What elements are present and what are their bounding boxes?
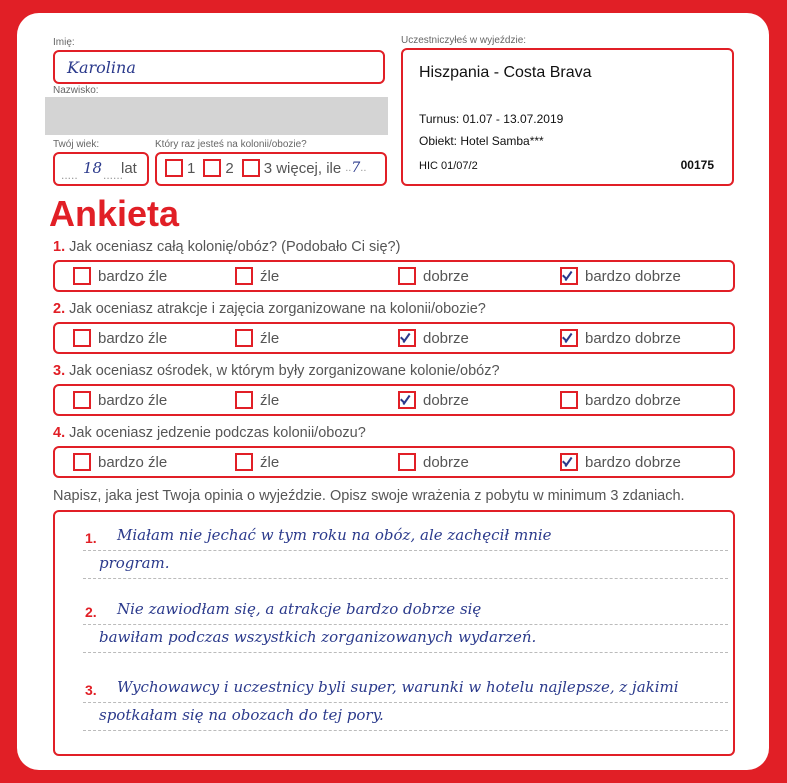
checkbox[interactable] bbox=[235, 453, 253, 471]
checkbox[interactable] bbox=[398, 453, 416, 471]
checkbox[interactable] bbox=[73, 391, 91, 409]
essay-entry-number: 2. bbox=[85, 604, 97, 620]
option-3-2[interactable] bbox=[235, 386, 279, 414]
times-checkbox-1[interactable] bbox=[165, 159, 183, 177]
question-number: 4. bbox=[53, 425, 66, 441]
option-2-4[interactable] bbox=[560, 324, 681, 352]
option-label: dobrze bbox=[423, 391, 469, 409]
essay-handwritten-line: spotkałam się na obozach do tej pory. bbox=[99, 706, 384, 724]
option-label: bardzo źle bbox=[98, 329, 168, 347]
question-label: Jak oceniasz ośrodek, w którym były zorganizowane kolonie/obóz? bbox=[69, 363, 500, 379]
question-number: 2. bbox=[53, 301, 66, 317]
checkbox[interactable] bbox=[73, 453, 91, 471]
essay-box[interactable] bbox=[53, 510, 735, 756]
essay-handwritten-line: Nie zawiodłam się, a atrakcje bardzo dobrze się bbox=[117, 600, 482, 618]
age-label: Twój wiek: bbox=[53, 139, 100, 150]
question-3-text bbox=[53, 363, 500, 379]
option-3-4[interactable] bbox=[560, 386, 681, 414]
option-1-3[interactable] bbox=[398, 262, 469, 290]
checkbox[interactable] bbox=[398, 267, 416, 285]
age-unit: lat bbox=[121, 160, 137, 177]
option-label: bardzo dobrze bbox=[585, 329, 681, 347]
checkbox[interactable] bbox=[73, 267, 91, 285]
age-dots: ..... bbox=[61, 168, 78, 182]
age-field[interactable] bbox=[53, 152, 149, 186]
trip-box bbox=[401, 48, 734, 186]
essay-ruled-line bbox=[83, 578, 728, 579]
age-dots-after: ...... bbox=[103, 168, 124, 182]
essay-entry-number: 3. bbox=[85, 682, 97, 698]
checkbox[interactable] bbox=[235, 329, 253, 347]
essay-ruled-line bbox=[83, 550, 728, 551]
question-1-options bbox=[53, 260, 735, 292]
option-label: źle bbox=[260, 391, 280, 409]
option-4-4[interactable] bbox=[560, 448, 681, 476]
option-label: bardzo dobrze bbox=[585, 391, 681, 409]
trip-code: HIC 01/07/2 bbox=[419, 160, 478, 172]
option-label: źle bbox=[260, 267, 280, 285]
option-label: bardzo źle bbox=[98, 391, 168, 409]
option-label: dobrze bbox=[423, 453, 469, 471]
question-number: 1. bbox=[53, 239, 66, 255]
trip-hotel: Obiekt: Hotel Samba*** bbox=[419, 134, 544, 148]
option-2-2[interactable] bbox=[235, 324, 279, 352]
times-value: 7 bbox=[351, 160, 361, 176]
essay-handwritten-line: program. bbox=[99, 554, 170, 572]
question-1-text bbox=[53, 239, 400, 255]
option-label: bardzo źle bbox=[98, 267, 168, 285]
times-dots-after: .. bbox=[360, 162, 367, 174]
page-title: Ankieta bbox=[49, 193, 180, 234]
option-4-3[interactable] bbox=[398, 448, 469, 476]
essay-ruled-line bbox=[83, 702, 728, 703]
option-label: źle bbox=[260, 329, 280, 347]
option-1-2[interactable] bbox=[235, 262, 279, 290]
essay-ruled-line bbox=[83, 730, 728, 731]
essay-handwritten-line: Miałam nie jechać w tym roku na obóz, ale zachęcił mnie bbox=[117, 526, 552, 544]
trip-number: 00175 bbox=[680, 158, 714, 172]
essay-ruled-line bbox=[83, 624, 728, 625]
trip-name: Hiszpania - Costa Brava bbox=[419, 64, 592, 81]
times-option-3: 3 więcej, ile bbox=[263, 159, 342, 177]
option-label: bardzo źle bbox=[98, 453, 168, 471]
name-value: Karolina bbox=[67, 58, 136, 77]
option-1-4[interactable] bbox=[560, 262, 681, 290]
option-3-1[interactable] bbox=[73, 386, 167, 414]
checkbox[interactable] bbox=[560, 329, 578, 347]
question-2-options bbox=[53, 322, 735, 354]
checkbox[interactable] bbox=[235, 267, 253, 285]
checkbox[interactable] bbox=[73, 329, 91, 347]
option-3-3[interactable] bbox=[398, 386, 469, 414]
trip-turnus: Turnus: 01.07 - 13.07.2019 bbox=[419, 112, 564, 126]
question-number: 3. bbox=[53, 363, 66, 379]
essay-handwritten-line: Wychowawcy i uczestnicy byli super, warunki w hotelu najlepsze, z jakimi bbox=[117, 678, 679, 696]
option-4-1[interactable] bbox=[73, 448, 167, 476]
question-label: Jak oceniasz atrakcje i zajęcia zorganizowane na kolonii/obozie? bbox=[69, 301, 486, 317]
question-label: Jak oceniasz całą kolonię/obóz? (Podobało Ci się?) bbox=[69, 239, 401, 255]
question-label: Jak oceniasz jedzenie podczas kolonii/obozu? bbox=[69, 425, 366, 441]
option-label: dobrze bbox=[423, 267, 469, 285]
essay-entry-number: 1. bbox=[85, 530, 97, 546]
name-label: Imię: bbox=[53, 37, 75, 48]
question-3-options bbox=[53, 384, 735, 416]
checkbox[interactable] bbox=[235, 391, 253, 409]
option-2-3[interactable] bbox=[398, 324, 469, 352]
trip-label: Uczestniczyłeś w wyjeździe: bbox=[401, 35, 527, 46]
times-label: Który raz jesteś na kolonii/obozie? bbox=[155, 139, 307, 150]
times-option-2: 2 bbox=[225, 159, 234, 177]
option-label: bardzo dobrze bbox=[585, 267, 681, 285]
name-field[interactable] bbox=[53, 50, 385, 84]
times-checkbox-2[interactable] bbox=[203, 159, 221, 177]
option-label: dobrze bbox=[423, 329, 469, 347]
option-label: źle bbox=[260, 453, 280, 471]
survey-sheet bbox=[17, 13, 769, 770]
checkbox[interactable] bbox=[560, 453, 578, 471]
times-dots: .. bbox=[345, 162, 352, 174]
checkbox[interactable] bbox=[398, 329, 416, 347]
essay-handwritten-line: bawiłam podczas wszystkich zorganizowanych wydarzeń. bbox=[99, 628, 537, 646]
times-checkbox-3[interactable] bbox=[242, 159, 260, 177]
checkbox[interactable] bbox=[560, 267, 578, 285]
question-4-options bbox=[53, 446, 735, 478]
option-label: bardzo dobrze bbox=[585, 453, 681, 471]
times-field bbox=[155, 152, 387, 186]
times-option-1: 1 bbox=[187, 159, 196, 177]
option-4-2[interactable] bbox=[235, 448, 279, 476]
essay-ruled-line bbox=[83, 652, 728, 653]
checkbox[interactable] bbox=[398, 391, 416, 409]
surname-label: Nazwisko: bbox=[53, 85, 99, 96]
essay-prompt: Napisz, jaka jest Twoja opinia o wyjeździe. Opisz swoje wrażenia z pobytu w minimum 3 zdaniach. bbox=[53, 488, 685, 504]
option-2-1[interactable] bbox=[73, 324, 167, 352]
option-1-1[interactable] bbox=[73, 262, 167, 290]
question-4-text bbox=[53, 425, 366, 441]
question-2-text bbox=[53, 301, 486, 317]
age-value: 18 bbox=[83, 159, 103, 177]
surname-redacted bbox=[45, 97, 388, 135]
checkbox[interactable] bbox=[560, 391, 578, 409]
